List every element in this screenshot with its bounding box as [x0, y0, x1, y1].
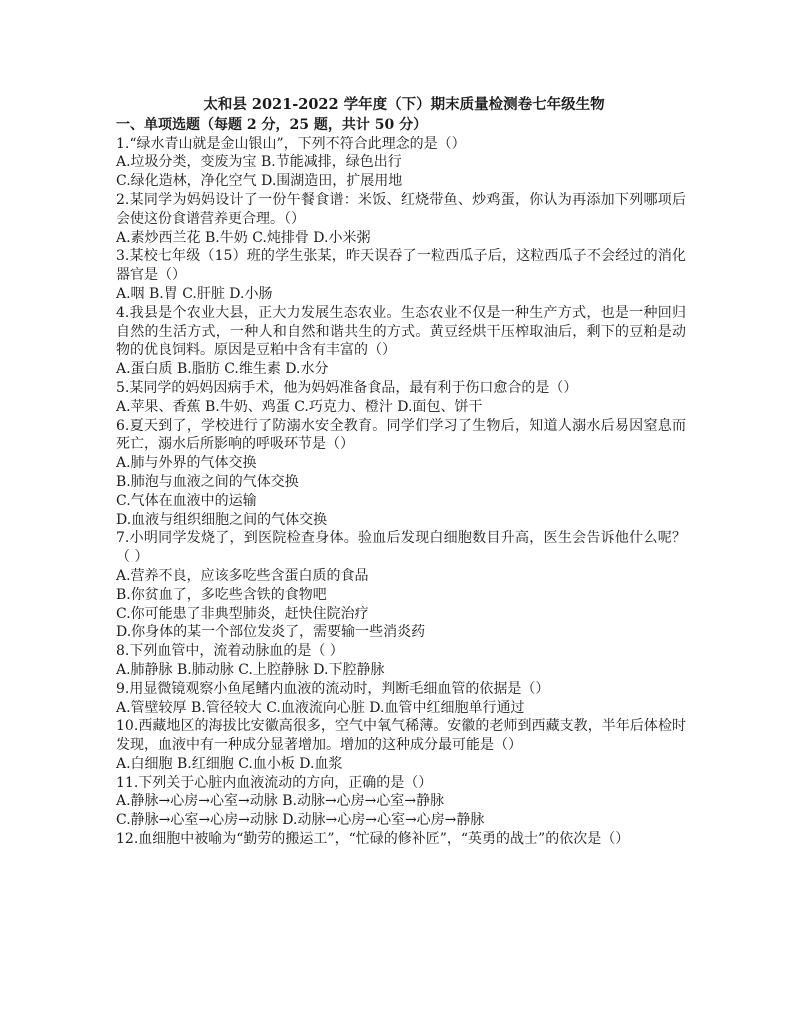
question-item	[116, 774, 686, 830]
question-stem: 5.某同学的妈妈因病手术，他为妈妈准备食品，最有利于伤口愈合的是（）	[116, 379, 578, 396]
question-options: A.肺与外界的气体交换	[116, 455, 257, 472]
question-options: C.气体在血液中的运输	[116, 492, 257, 509]
question-list	[116, 135, 686, 849]
page-title: 太和县 2021-2022 学年度（下）期末质量检测卷七年级生物	[203, 96, 605, 113]
question-options: A.垃圾分类，变废为宝 B.节能减排，绿色出行	[116, 154, 402, 171]
question-item	[116, 304, 686, 379]
question-options: A.苹果、香蕉 B.牛奶、鸡蛋 C.巧克力、橙汁 D.面包、饼干	[116, 398, 483, 415]
question-stem: 3.某校七年级（15）班的学生张某，昨天误吞了一粒西瓜子后，这粒西瓜子不会经过的消化器官是（）	[116, 248, 686, 284]
question-options: D.你身体的某一个部位发炎了，需要输一些消炎药	[116, 624, 426, 641]
question-options: B.肺泡与血液之间的气体交换	[116, 473, 299, 490]
question-stem: 9.用显微镜观察小鱼尾鳍内血液的流动时，判断毛细血管的依据是（）	[116, 680, 550, 697]
question-options: D.血液与组织细胞之间的气体交换	[116, 511, 328, 528]
question-options: A.白细胞 B.红细胞 C.血小板 D.血浆	[116, 755, 343, 772]
question-options: A.管壁较厚 B.管径较大 C.血液流向心脏 D.血管中红细胞单行通过	[116, 699, 525, 716]
question-options: A.素炒西兰花 B.牛奶 C.炖排骨 D.小米粥	[116, 229, 371, 246]
question-stem: 8.下列血管中，流着动脉血的是（ ）	[116, 643, 344, 660]
question-item	[116, 135, 686, 191]
question-stem: 1.“绿水青山就是金山银山”，下列不符合此理念的是（）	[116, 135, 466, 152]
question-options: C.绿化造林，净化空气 D.围湖造田，扩展用地	[116, 173, 403, 190]
section-heading: 一、单项选题（每题 2 分，25 题，共计 50 分）	[116, 116, 428, 133]
question-stem: 4.我县是个农业大县，正大力发展生态农业。生态农业不仅是一种生产方式，也是一种回归自然的生活方式，一种人和自然和谐共生的方式。黄豆经烘干压榨取油后，剩下的豆粕是动物的优良饲料。原因是豆粕中含有丰富的（）	[116, 304, 686, 359]
question-stem: 6.夏天到了，学校进行了防溺水安全教育。同学们学习了生物后，知道人溺水后易因窒息而死亡，溺水后所影响的呼吸环节是（）	[116, 417, 686, 453]
exam-page	[116, 96, 686, 849]
question-options: C.你可能患了非典型肺炎，赶快住院治疗	[116, 605, 369, 622]
question-options: A.静脉→心房→心室→动脉 B.动脉→心房→心室→静脉	[116, 793, 445, 810]
question-item	[116, 379, 686, 417]
question-item	[116, 417, 686, 530]
question-options: B.你贫血了，多吃些含铁的食物吧	[116, 586, 327, 603]
question-stem: 7.小明同学发烧了，到医院检查身体。验血后发现白细胞数目升高，医生会告诉他什么呢？（ ）	[116, 530, 686, 566]
question-options: A.咽 B.胃 C.肝脏 D.小肠	[116, 285, 273, 302]
question-options: C.静脉→心室→心房→动脉 D.动脉→心房→心室→心房→静脉	[116, 812, 485, 829]
question-stem: 11.下列关于心脏内血液流动的方向，正确的是（）	[116, 774, 433, 791]
question-options: A.营养不良，应该多吃些含蛋白质的食品	[116, 567, 369, 584]
question-item	[116, 529, 686, 642]
question-item	[116, 680, 686, 718]
question-item	[116, 247, 686, 303]
question-item	[116, 642, 686, 680]
question-item	[116, 830, 686, 849]
question-stem: 10.西藏地区的海拔比安徽高很多，空气中氧气稀薄。安徽的老师到西藏支教，半年后体检时发现，血液中有一种成分显著增加。增加的这种成分最可能是（）	[116, 718, 686, 754]
question-stem: 12.血细胞中被喻为“勤劳的搬运工”，“忙碌的修补匠”，“英勇的战士”的依次是（）	[116, 831, 630, 848]
question-options: A.肺静脉 B.肺动脉 C.上腔静脉 D.下腔静脉	[116, 661, 385, 678]
question-options: A.蛋白质 B.脂肪 C.维生素 D.水分	[116, 361, 329, 378]
question-item	[116, 717, 686, 773]
question-stem: 2.某同学为妈妈设计了一份午餐食谱：米饭、红烧带鱼、炒鸡蛋，你认为再添加下列哪项后会使这份食谱营养更合理。（）	[116, 191, 686, 227]
question-item	[116, 191, 686, 247]
